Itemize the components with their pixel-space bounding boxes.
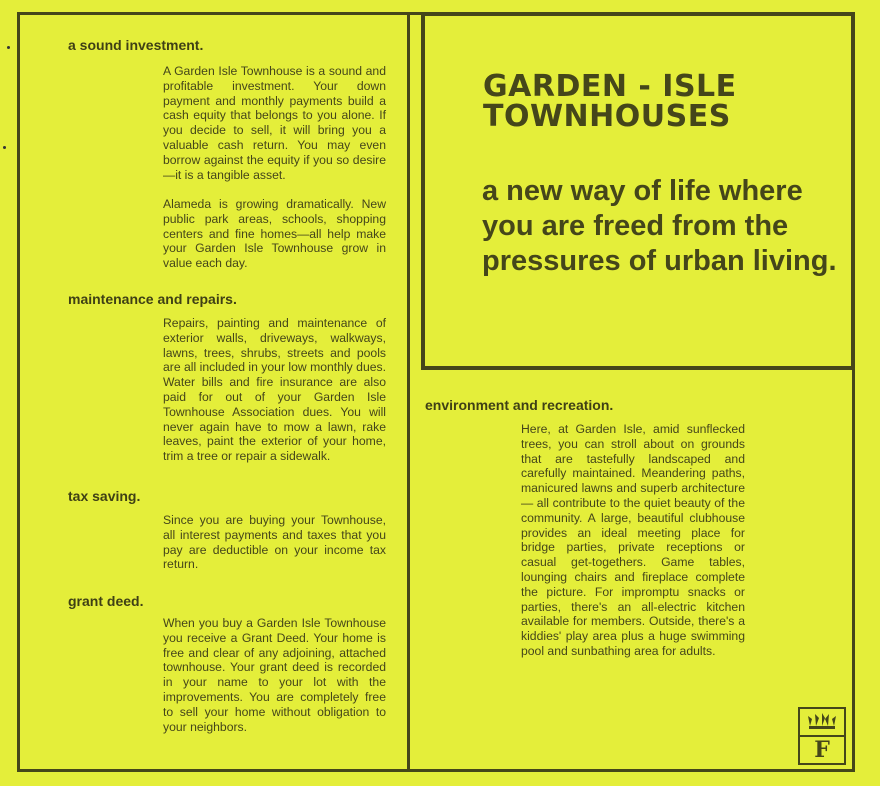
paragraph-tax: Since you are buying your Townhouse, all interest payments and taxes that you pay are deductible on your income tax return. bbox=[163, 513, 386, 572]
brand-logo bbox=[798, 707, 846, 765]
brand-title bbox=[483, 69, 737, 134]
paragraph-maintenance: Repairs, painting and maintenance of exterior walls, driveways, walkways, lawns, trees, shrubs, streets and pools are all included in your low monthly dues. Water bills and fire insurance are also paid for out of your Garden Isle Townhouse Association dues. You will never again have to mow a lawn, rake leaves, paint the exterior of your home, trim a tree or repair a sidewalk. bbox=[163, 316, 386, 464]
speck bbox=[3, 146, 6, 149]
title-panel bbox=[421, 12, 855, 370]
tagline: a new way of life where you are freed from the pressures of urban living. bbox=[482, 175, 837, 277]
speck bbox=[7, 46, 10, 49]
heading-tax: tax saving. bbox=[68, 488, 141, 504]
heading-maintenance: maintenance and repairs. bbox=[68, 291, 237, 307]
paragraph-deed: When you buy a Garden Isle Townhouse you receive a Grant Deed. Your home is free and clear of any adjoining, attached townhouse. Your grant deed is recorded in your name to your lot with the improvements. You are completely free to sell your home without obligation to your neighbors. bbox=[163, 616, 386, 734]
logo-letter: F bbox=[814, 737, 830, 763]
heading-environment: environment and recreation. bbox=[425, 397, 614, 413]
heading-deed: grant deed. bbox=[68, 593, 144, 609]
paragraph-investment-2: Alameda is growing dramatically. New public park areas, schools, shopping centers and fine homes—all help make your Garden Isle Townhouse grow in value each day. bbox=[163, 197, 386, 271]
heading-investment: a sound investment. bbox=[68, 37, 204, 53]
column-divider bbox=[407, 15, 410, 772]
paragraph-investment-1: A Garden Isle Townhouse is a sound and profitable investment. Your down payment and monthly payments build a cash equity that belongs to you alone. If you decide to sell, it will bring you a valuable cash return. You may even borrow against the equity if you so desire—it is a tangible asset. bbox=[163, 64, 386, 182]
brand-title-line2: TOWNHOUSES bbox=[483, 99, 731, 134]
paragraph-environment: Here, at Garden Isle, amid sunflecked trees, you can stroll about on grounds that are tastefully landscaped and carefully maintained. Meandering paths, manicured lawns and superb architecture — all contribute to the quiet beauty of the community. A large, beautiful clubhouse provides an ideal meeting place for bridge parties, private receptions or casual get-togethers. Game tables, lounging chairs and fireplace complete the picture. For impromptu snacks or parties, there's an all-electric kitchen available for members. Outside, there's a kiddies' play area plus a huge swimming pool and sunbathing area for adults. bbox=[521, 422, 745, 658]
crown-icon bbox=[800, 709, 844, 737]
brand-title-line1: GARDEN - ISLE bbox=[483, 69, 737, 104]
